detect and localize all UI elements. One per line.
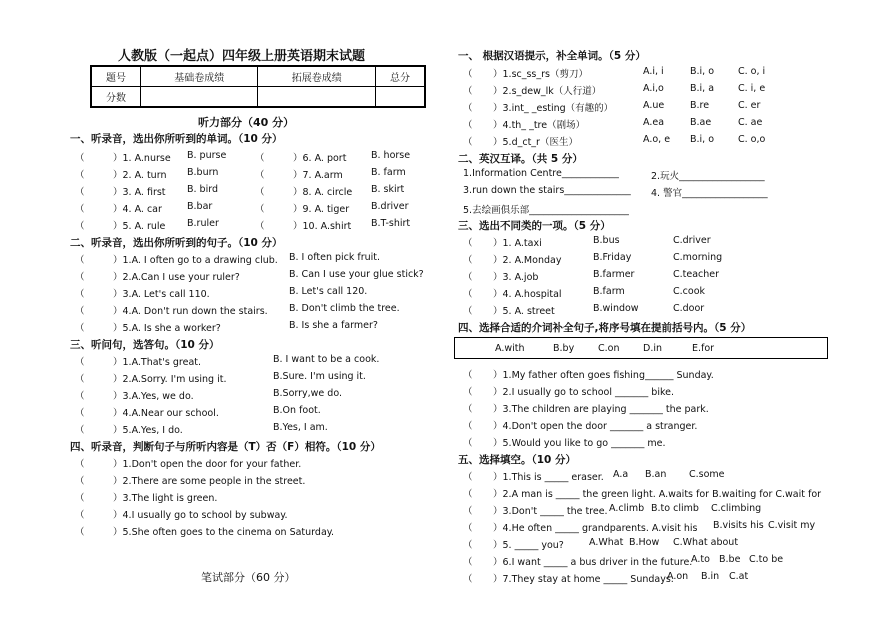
question-text: B.T-shirt (371, 218, 411, 229)
question-text: 4. 警官__________________ (651, 188, 768, 199)
question-text: ）5. A. rule (113, 221, 166, 232)
question-text: C.at (729, 571, 749, 582)
answer-bracket[interactable]: （ (75, 425, 85, 436)
question-text: C.cook (673, 286, 706, 297)
answer-bracket[interactable]: （ (463, 387, 473, 398)
question-text: ）1.My father often goes fishing______ Sunday. (493, 370, 714, 381)
section-heading: 三、听问句，选答句。（10 分） (70, 339, 220, 351)
answer-bracket[interactable]: （ (463, 472, 473, 483)
question-text: C.driver (673, 235, 711, 246)
question-text: 3.run down the stairs______________ (463, 185, 631, 196)
question-text: ）4.th_ _tre（剧场） (493, 120, 586, 131)
answer-bracket[interactable]: （ (463, 289, 473, 300)
answer-bracket[interactable]: （ (75, 204, 85, 215)
question-text: ）3.The children are playing _______ the park. (493, 404, 709, 415)
answer-bracket[interactable]: （ (75, 408, 85, 419)
answer-bracket[interactable]: （ (463, 574, 473, 585)
question-text: ）4.I usually go to school by subway. (113, 510, 288, 521)
answer-bracket[interactable]: （ (463, 438, 473, 449)
answer-bracket[interactable]: （ (255, 204, 265, 215)
question-text: B. farm (371, 167, 406, 178)
question-text: A.o, e (643, 134, 671, 145)
section-heading: 一、 根据汉语提示，补全单词。（5 分） (458, 50, 646, 62)
question-text: ）2.s_dew_lk（人行道） (493, 86, 602, 97)
question-text: C. o, i (738, 66, 766, 77)
answer-bracket[interactable]: （ (75, 510, 85, 521)
answer-bracket[interactable]: （ (75, 374, 85, 385)
question-text: B.How (629, 537, 660, 548)
question-text: A.ea (643, 117, 665, 128)
score-cell[interactable] (141, 87, 258, 108)
answer-bracket[interactable]: （ (463, 370, 473, 381)
question-text: B. skirt (371, 184, 405, 195)
question-text: B.Friday (593, 252, 632, 263)
question-text: ）4. A.hospital (493, 289, 562, 300)
answer-bracket[interactable]: （ (255, 153, 265, 164)
answer-bracket[interactable]: （ (463, 137, 473, 148)
answer-bracket[interactable]: （ (255, 221, 265, 232)
answer-bracket[interactable]: （ (463, 255, 473, 266)
question-text: ）1.A. I often go to a drawing club. (113, 255, 278, 266)
question-text: ）3.int_ _esting（有趣的） (493, 103, 614, 114)
question-text: B.to climb (651, 503, 699, 514)
question-text: ）1.Don't open the door for your father. (113, 459, 302, 470)
answer-bracket[interactable]: （ (75, 153, 85, 164)
answer-bracket[interactable]: （ (75, 459, 85, 470)
answer-bracket[interactable]: （ (75, 255, 85, 266)
question-text: ）3.A. Let's call 110. (113, 289, 210, 300)
question-text: B.bar (187, 201, 213, 212)
answer-bracket[interactable]: （ (75, 272, 85, 283)
score-row-label: 分数 (91, 87, 141, 108)
question-text: A.What (589, 537, 624, 548)
question-text: C.climbing (711, 503, 762, 514)
question-text: ）7. A.arm (293, 170, 343, 181)
question-text: ）4.He often _____ grandparents. A.visit his (493, 523, 698, 534)
question-text: ）1. A.nurse (113, 153, 171, 164)
word-option: D.in (643, 343, 662, 354)
answer-bracket[interactable]: （ (463, 272, 473, 283)
question-text: ）5.A. Is she a worker? (113, 323, 221, 334)
question-text: C.some (689, 469, 725, 480)
question-text: B.visits his (713, 520, 764, 531)
word-option: B.by (553, 343, 575, 354)
question-text: B. I often pick fruit. (289, 252, 381, 263)
answer-bracket[interactable]: （ (75, 357, 85, 368)
answer-bracket[interactable]: （ (75, 323, 85, 334)
question-text: B.On foot. (273, 405, 321, 416)
section-heading: 三、选出不同类的一项。（5 分） (458, 220, 611, 232)
answer-bracket[interactable]: （ (75, 187, 85, 198)
question-text: ）6.I want _____ a bus driver in the future. (493, 557, 693, 568)
question-text: 2.玩火__________________ (651, 171, 765, 182)
answer-bracket[interactable]: （ (463, 540, 473, 551)
question-text: ）4.A. Don't run down the stairs. (113, 306, 268, 317)
question-text: B.in (701, 571, 720, 582)
score-header-cell: 总分 (375, 66, 425, 87)
question-text: ）10. A.shirt (293, 221, 352, 232)
question-text: ）5.A.Yes, I do. (113, 425, 183, 436)
answer-bracket[interactable]: （ (75, 306, 85, 317)
question-text: A.i, i (643, 66, 664, 77)
question-text: B.re (690, 100, 710, 111)
question-text: ）2.There are some people in the street. (113, 476, 306, 487)
question-text: C.visit my (768, 520, 816, 531)
score-header-cell: 题号 (91, 66, 141, 87)
question-text: ）2. A.Monday (493, 255, 562, 266)
answer-bracket[interactable]: （ (463, 69, 473, 80)
question-text: ）2. A. turn (113, 170, 167, 181)
section-heading: 四、听录音，判断句子与所听内容是（T）否（F）相符。（10 分） (70, 441, 381, 453)
question-text: ）2.A man is _____ the green light. A.waits for B.waiting for C.wait for (493, 489, 822, 500)
question-text: B.ruler (187, 218, 219, 229)
word-option: A.with (495, 343, 525, 354)
question-text: C.What about (673, 537, 739, 548)
answer-bracket[interactable]: （ (75, 289, 85, 300)
question-text: B. purse (187, 150, 227, 161)
question-text: ）3.The light is green. (113, 493, 218, 504)
listening-section-header: 听力部分（40 分） (198, 116, 295, 129)
question-text: B.farmer (593, 269, 635, 280)
question-text: ）3. A. first (113, 187, 166, 198)
question-text: A.i,o (643, 83, 664, 94)
question-text: ）7.They stay at home _____ Sundays. (493, 574, 674, 585)
answer-bracket[interactable]: （ (463, 489, 473, 500)
question-text: ）3.Don't _____ the tree. (493, 506, 608, 517)
question-text: ）5.d_ct_r（医生） (493, 137, 578, 148)
answer-bracket[interactable]: （ (463, 523, 473, 534)
question-text: B. Don't climb the tree. (289, 303, 400, 314)
question-text: A.on (667, 571, 689, 582)
question-text: C.to be (749, 554, 784, 565)
question-text: ）3. A.job (493, 272, 539, 283)
question-text: C. er (738, 100, 761, 111)
question-text: B. bird (187, 184, 218, 195)
question-text: ）4.Don't open the door _______ a stranger. (493, 421, 698, 432)
question-text: B.burn (187, 167, 219, 178)
score-table-value-row (91, 87, 425, 108)
question-text: ）5.She often goes to the cinema on Saturday. (113, 527, 335, 538)
question-text: A.ue (643, 100, 665, 111)
preposition-word-box (454, 337, 828, 359)
answer-bracket[interactable]: （ (75, 221, 85, 232)
answer-bracket[interactable]: （ (463, 103, 473, 114)
score-cell[interactable] (258, 87, 375, 108)
question-text: B. Is she a farmer? (289, 320, 378, 331)
answer-bracket[interactable]: （ (255, 170, 265, 181)
score-header-cell: 拓展卷成绩 (258, 66, 375, 87)
question-text: A.climb (609, 503, 645, 514)
section-heading: 四、选择合适的介词补全句子,将序号填在提前括号内。（5 分） (458, 322, 752, 334)
answer-bracket[interactable]: （ (463, 306, 473, 317)
question-text: B. I want to be a cook. (273, 354, 380, 365)
score-table-header-row (91, 66, 425, 87)
answer-bracket[interactable]: （ (75, 170, 85, 181)
question-text: C.door (673, 303, 705, 314)
question-text: B.bus (593, 235, 620, 246)
answer-bracket[interactable]: （ (75, 493, 85, 504)
question-text: ）8. A. circle (293, 187, 353, 198)
answer-bracket[interactable]: （ (255, 187, 265, 198)
question-text: ）2.A.Sorry. I'm using it. (113, 374, 227, 385)
question-text: B.i, o (690, 66, 715, 77)
question-text: ）1. A.taxi (493, 238, 542, 249)
question-text: A.a (613, 469, 629, 480)
question-text: C.teacher (673, 269, 720, 280)
question-text: ）2.A.Can I use your ruler? (113, 272, 240, 283)
question-text: ）1.sc_ss_rs（剪刀） (493, 69, 588, 80)
question-text: ）1.A.That's great. (113, 357, 202, 368)
answer-bracket[interactable]: （ (463, 404, 473, 415)
section-heading: 二、英汉互译。（共 5 分） (458, 153, 583, 165)
answer-bracket[interactable]: （ (463, 421, 473, 432)
score-header-cell: 基础卷成绩 (141, 66, 258, 87)
question-text: B.i, a (690, 83, 715, 94)
answer-bracket[interactable]: （ (463, 238, 473, 249)
question-text: ）5.Would you like to go _______ me. (493, 438, 666, 449)
answer-bracket[interactable]: （ (75, 391, 85, 402)
question-text: B.farm (593, 286, 625, 297)
question-text: A.to (691, 554, 710, 565)
question-text: B.Sorry,we do. (273, 388, 342, 399)
question-text: C.morning (673, 252, 723, 263)
question-text: B.an (645, 469, 667, 480)
question-text: B.Yes, I am. (273, 422, 328, 433)
question-text: C. i, e (738, 83, 766, 94)
question-text: ）2.I usually go to school _______ bike. (493, 387, 674, 398)
question-text: B.be (719, 554, 741, 565)
answer-bracket[interactable]: （ (463, 86, 473, 97)
score-table (90, 65, 426, 108)
question-text: ）4. A. car (113, 204, 162, 215)
question-text: B.Sure. I'm using it. (273, 371, 366, 382)
answer-bracket[interactable]: （ (75, 476, 85, 487)
section-heading: 一、听录音，选出你所听到的单词。（10 分） (70, 133, 283, 145)
question-text: ）3.A.Yes, we do. (113, 391, 194, 402)
question-text: 1.Information Centre____________ (463, 168, 619, 179)
question-text: ）5. A. street (493, 306, 555, 317)
question-text: B. Can I use your glue stick? (289, 269, 424, 280)
score-cell[interactable] (375, 87, 425, 108)
answer-bracket[interactable]: （ (463, 120, 473, 131)
question-text: B.window (593, 303, 639, 314)
question-text: ）1.This is _____ eraser. (493, 472, 604, 483)
question-text: C. o,o (738, 134, 766, 145)
word-option: C.on (598, 343, 620, 354)
section-heading: 二、听录音，选出你所听到的句子。（10 分） (70, 237, 283, 249)
question-text: ）9. A. tiger (293, 204, 350, 215)
answer-bracket[interactable]: （ (463, 557, 473, 568)
answer-bracket[interactable]: （ (463, 506, 473, 517)
answer-bracket[interactable]: （ (75, 527, 85, 538)
question-text: C. ae (738, 117, 763, 128)
question-text: B.driver (371, 201, 409, 212)
question-text: ）6. A. port (293, 153, 347, 164)
written-section-header: 笔试部分（60 分） (201, 571, 296, 584)
exam-title: 人教版（一起点）四年级上册英语期末试题 (118, 49, 366, 64)
question-text: B.i, o (690, 134, 715, 145)
question-text: ）4.A.Near our school. (113, 408, 219, 419)
section-heading: 五、选择填空。（10 分） (458, 454, 577, 466)
question-text: B.ae (690, 117, 712, 128)
question-text: 5.去绘画俱乐部_____________________ (463, 205, 629, 216)
question-text: B. horse (371, 150, 411, 161)
question-text: B. Let's call 120. (289, 286, 368, 297)
word-option: E.for (692, 343, 715, 354)
question-text: ）5. _____ you? (493, 540, 564, 551)
